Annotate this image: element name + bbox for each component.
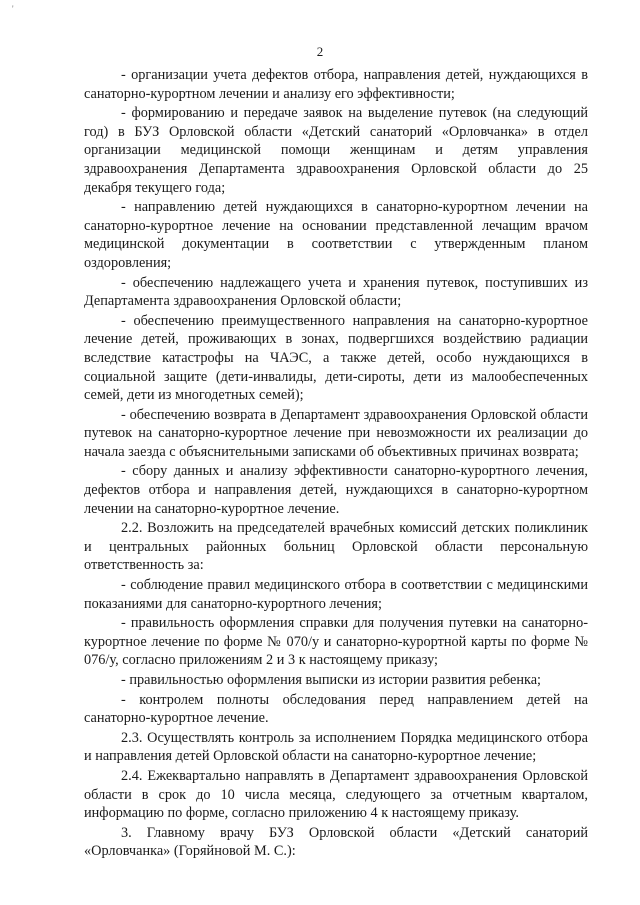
paragraph-defects-accounting: - организации учета дефектов отбора, направления детей, нуждающихся в санаторно-курортном лечении и анализу его эффективности; [84,67,588,102]
paragraph-voucher-return: - обеспечению возврата в Департамент здравоохранения Орловской области путевок на санаторно-курортное лечение при невозможности их реализации до начала заезда с объяснительными записками об объективных причинах возврата; [84,406,588,460]
paragraph-voucher-requests: - формированию и передаче заявок на выделение путевок (на следующий год) в БУЗ Орловской области «Детский санаторий «Орловчанка» в отдел организации медицинской помощи женщинам и детям управления здравоохранения Департамента здравоохранения Орловской области до 25 декабря текущего года; [84,105,588,196]
paragraph-2-4-quarterly-report: 2.4. Ежеквартально направлять в Департамент здравоохранения Орловской области в срок до 10 числа месяца, следующего за отчетным кварталом, информацию по форме, согласно приложению 4 к настоящему приказу. [84,767,588,822]
paragraph-voucher-storage: - обеспечению надлежащего учета и хранения путевок, поступивших из Департамента здравоохранения Орловской области; [84,274,588,310]
paragraph-examination-control: - контролем полноты обследования перед направлением детей на санаторно-курортное лечение. [84,691,588,727]
document-body [84,66,588,861]
paragraph-2-2-responsibility: 2.2. Возложить на председателей врачебных комиссий детских поликлиник и центральных районных больниц Орловской области персональную ответственность за: [84,520,588,574]
paragraph-referral-of-children: - направлению детей нуждающихся в санаторно-курортном лечении на санаторно-курортное лечение на основании представленной лечащим врачом медицинской документации в соответствии с утвержденным планом оздоровления; [84,199,588,271]
paragraph-priority-referral: - обеспечению преимущественного направления на санаторно-курортное лечение детей, проживающих в зонах, подвергшихся воздействию радиации вследствие катастрофы на ЧАЭС, а также детей, особо нуждающихся в социальной защите (дети-инвалиды, дети-сироты, дети из малообеспеченных семей, дети из многодетных семей); [84,312,588,404]
paragraph-3-chief-physician: 3. Главному врачу БУЗ Орловской области «Детский санаторий «Орловчанка» (Горяйновой М. С.): [84,824,588,860]
scan-mark: ' [12,4,14,14]
paragraph-efficiency-analysis: - сбору данных и анализу эффективности санаторно-курортного лечения, дефектов отбора и направления детей, нуждающихся в санаторно-курортном лечении на санаторно-курортное лечение. [84,463,588,517]
paragraph-history-extract: - правильностью оформления выписки из истории развития ребенка; [121,672,542,688]
paragraph-selection-rules: - соблюдение правил медицинского отбора в соответствии с медицинскими показаниями для санаторно-курортного лечения; [84,577,588,612]
paragraph-certificate-forms: - правильность оформления справки для получения путевки на санаторно-курортное лечение по форме № 070/у и санаторно-курортной карты по форме № 076/у, согласно приложениям 2 и 3 к настоящему приказу; [84,615,588,669]
paragraph-2-3-control: 2.3. Осуществлять контроль за исполнением Порядка медицинского отбора и направления детей Орловской области на санаторно-курортное лечение; [84,729,588,765]
page-number: 2 [316,44,324,59]
